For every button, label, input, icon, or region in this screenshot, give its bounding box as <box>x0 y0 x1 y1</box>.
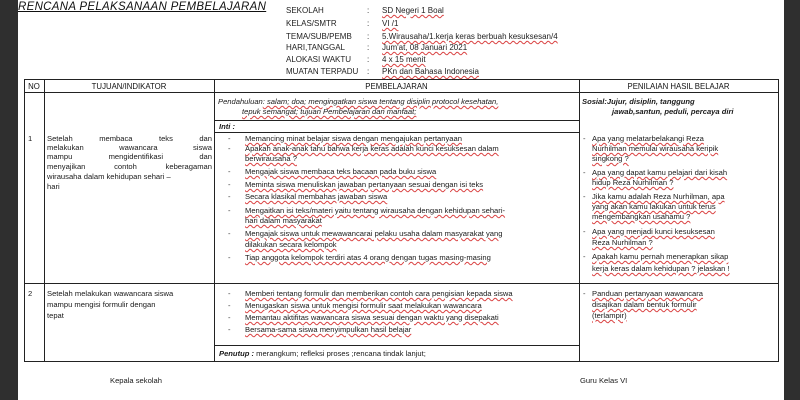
info-value: Jum'at, 08 Januari 2021 <box>382 43 468 52</box>
info-colon: : <box>367 32 370 41</box>
info-colon: : <box>367 67 370 76</box>
pendahuluan-text: : salam; doa; mengingatkan siswa tentang disiplin protocol kesehatan, <box>262 97 499 106</box>
tujuan-line: Setelah melakukan wawancara siswa <box>47 289 174 298</box>
tujuan-line: wirausaha dalam kehidupan sehari – <box>47 172 171 181</box>
penilaian-text: Nurhilman memulai wirausaha keripik <box>592 144 719 153</box>
row-number: 1 <box>28 134 33 143</box>
penilaian-text: kerja keras dalam kehidupan ? jelaskan ! <box>592 264 730 273</box>
info-value: SD Negeri 1 Boal <box>382 6 444 15</box>
penilaian-text: Apakah kamu pernah menerapkan sikap <box>592 252 729 261</box>
tujuan-line: mampu mengidentifikasi dan <box>47 152 212 161</box>
bullet: - <box>583 192 586 201</box>
info-label: TEMA/SUB/PEMB <box>286 32 352 41</box>
info-value: VI /1 <box>382 19 399 28</box>
bullet: - <box>228 301 231 310</box>
penilaian-text: Jika kamu adalah Reza Nurhilman, apa <box>592 192 725 201</box>
info-label: HARI,TANGGAL <box>286 43 345 52</box>
bullet: - <box>583 168 586 177</box>
step-text: Memancing minat belajar siswa dengan mengajukan pertanyaan <box>245 134 462 143</box>
bullet: - <box>228 180 231 189</box>
bullet: - <box>228 289 231 298</box>
info-label: MUATAN TERPADU <box>286 67 359 76</box>
document-page <box>18 0 784 400</box>
sosial-label: Sosial:Jujur, disiplin, tanggung <box>582 97 695 106</box>
penilaian-text: Apa yang dapat kamu pelajari dari kisah <box>592 168 728 177</box>
penilaian-text: Apa yang melatarbelakangi Reza <box>592 134 704 143</box>
tujuan-line: Setelah membaca teks dan <box>47 134 212 143</box>
tujuan-line: hari <box>47 182 60 191</box>
tujuan-line: tepat <box>47 311 64 320</box>
document-title: RENCANA PELAKSANAAN PEMBELAJARAN <box>18 1 267 13</box>
bullet: - <box>228 206 231 215</box>
penilaian-text: Panduan pertanyaan wawancara <box>592 289 704 298</box>
penutup-text: merangkum; refleksi proses ;rencana tindak lanjut; <box>254 349 426 358</box>
step-text: Meminta siswa menuliskan jawaban pertanyaan sesuai dengan isi teks <box>245 180 484 189</box>
pendahuluan-text: tepuk semangat; tujuan Pembelajaran dan manfaat; <box>242 107 417 116</box>
info-label: SEKOLAH <box>286 6 324 15</box>
penilaian-text: singkong ? <box>592 154 629 163</box>
penilaian-text: Reza Nurhilman ? <box>592 238 653 247</box>
tujuan-line: mampu mengisi formulir dengan <box>47 300 156 309</box>
penilaian-text: yang akan kamu lakukan untuk terus <box>592 202 716 211</box>
step-text: Apakah anak-anak tahu bahwa kerja keras adalah kunci kesuksesan dalam <box>245 144 499 153</box>
row-number: 2 <box>28 289 33 298</box>
penilaian-text: mengembangkan usahamu ? <box>592 212 691 221</box>
info-label: ALOKASI WAKTU <box>286 55 352 64</box>
bullet: - <box>583 227 586 236</box>
signature-left: Kepala sekolah <box>110 376 162 385</box>
step-text: Bersama-sama siswa menyimpulkan hasil belajar <box>245 325 412 334</box>
bullet: - <box>583 289 586 298</box>
step-text: Memberi tentang formulir dan memberikan contoh cara pengisian kepada siswa <box>245 289 513 298</box>
info-colon: : <box>367 55 370 64</box>
header-tujuan: TUJUAN/INDIKATOR <box>91 82 167 91</box>
info-colon: : <box>367 6 370 15</box>
bullet: - <box>228 167 231 176</box>
bullet: - <box>228 144 231 153</box>
bullet: - <box>583 252 586 261</box>
header-no: NO <box>28 82 40 91</box>
pendahuluan-label: Pendahuluan <box>218 97 263 106</box>
step-text: Secara klasikal membahas jawaban siswa <box>245 192 388 201</box>
bullet: - <box>228 134 231 143</box>
info-value: 5.Wirausaha/1.kerja keras berbuah kesuksesan/4 <box>382 32 558 41</box>
step-text: berwirausaha ? <box>245 154 297 163</box>
step-text: Mengaitkan isi teks/materi yaitu tentang wirausaha dengan kehidupan sehari- <box>245 206 506 215</box>
info-colon: : <box>367 43 370 52</box>
penilaian-text: Apa yang menjadi kunci kesuksesan <box>592 227 715 236</box>
penutup-section <box>219 349 426 358</box>
step-text: hari dalam masyarakat <box>245 216 322 225</box>
sosial-text: jawab,santun, peduli, percaya diri <box>612 107 734 116</box>
bullet: - <box>228 192 231 201</box>
penutup-label: Penutup : <box>219 349 255 358</box>
step-text: dilakukan secara kelompok <box>245 240 337 249</box>
info-value: 4 x 15 menit <box>382 55 426 64</box>
step-text: Memantau aktifitas wawancara siswa sesuai dengan waktu yang disepakati <box>245 313 499 322</box>
step-text: Mengajak siswa untuk mewawancarai pelaku usaha dalam masyarakat yang <box>245 229 503 238</box>
step-text: Menugaskan siswa untuk mengisi formulir saat melakukan wawancara <box>245 301 482 310</box>
tujuan-line: melakukan wawancara siswa <box>47 143 212 152</box>
bullet: - <box>228 325 231 334</box>
header-penilaian: PENILAIAN HASIL BELAJAR <box>627 82 730 91</box>
bullet: - <box>228 313 231 322</box>
step-text: Tiap anggota kelompok terdiri atas 4 orang dengan tugas masing-masing <box>245 253 491 262</box>
info-colon: : <box>367 19 370 28</box>
step-text: Mengajak siswa membaca teks bacaan pada buku siswa <box>245 167 437 176</box>
signature-right: Guru Kelas VI <box>580 376 628 385</box>
penilaian-text: (terlampir) <box>592 311 627 320</box>
info-value: PKn dan Bahasa Indonesia <box>382 67 479 76</box>
penilaian-text: hidup Reza Nurhilman ? <box>592 178 674 187</box>
inti-label: Inti : <box>219 122 236 131</box>
bullet: - <box>228 229 231 238</box>
bullet: - <box>583 134 586 143</box>
bullet: - <box>228 253 231 262</box>
penilaian-text: disajikan dalam bentuk formulir <box>592 300 697 309</box>
info-label: KELAS/SMTR <box>286 19 337 28</box>
tujuan-line: menyajikan contoh keberagaman <box>47 162 212 171</box>
header-pembelajaran: PEMBELAJARAN <box>365 82 428 91</box>
